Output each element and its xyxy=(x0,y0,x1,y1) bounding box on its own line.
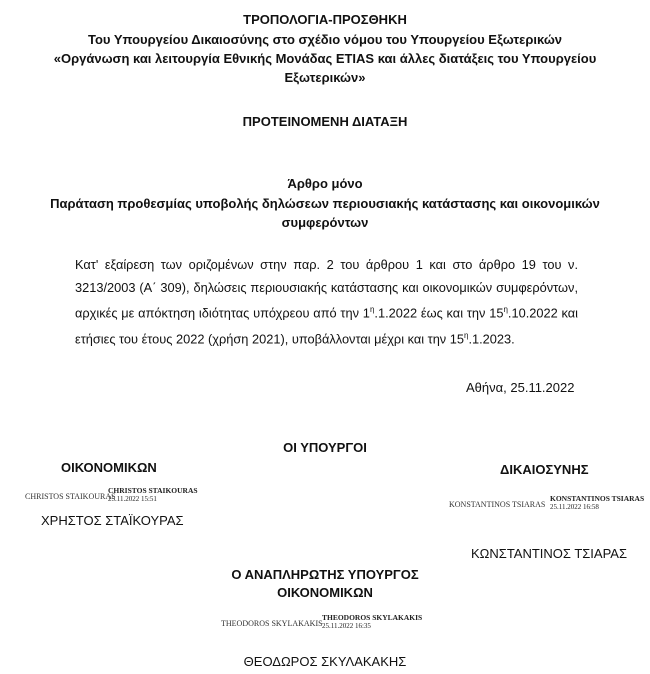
body-sup-2: η xyxy=(503,305,508,314)
body-part-1: Κατ' εξαίρεση των οριζομένων στην παρ. 2 του άρθρου 1 και στο άρθρο 19 του ν. 3213/2003 (Α΄ 309), δηλώσεις περιουσιακής κατάστασης και οικονομικών συμφερόντων, αρχικές με απόκτηση ιδιότητας υπόχρεου από την 1 xyxy=(75,257,578,321)
section-heading: ΠΡΟΤΕΙΝΟΜΕΝΗ ΔΙΑΤΑΞΗ xyxy=(242,114,408,129)
body-part-3: .10.2022 και ετήσιες του έτους 2022 (χρήση 2021), υποβάλλονται μέχρι και την 15 xyxy=(75,305,579,347)
signature-stamp-staikouras xyxy=(108,487,198,503)
signatory-name-skylakakis: ΘΕΟΔΩΡΟΣ ΣΚΥΛΑΚΑΚΗΣ xyxy=(243,654,407,669)
article-title: Άρθρο μόνο xyxy=(287,176,363,191)
stamp-name: THEODOROS SKYLAKAKIS xyxy=(322,613,423,622)
signatory-role-deputy-line-2: ΟΙΚΟΝΟΜΙΚΩΝ xyxy=(277,585,373,600)
stamp-name: KONSTANTINOS TSIARAS xyxy=(550,494,645,503)
signatory-role-justice: ΔΙΚΑΙΟΣΥΝΗΣ xyxy=(500,462,589,477)
article-subtitle-line-2: συμφερόντων xyxy=(281,215,369,230)
stamp-name: CHRISTOS STAIKOURAS xyxy=(108,486,198,495)
ministers-heading: ΟΙ ΥΠΟΥΡΓΟΙ xyxy=(283,440,367,455)
body-sup-1: η xyxy=(369,305,375,314)
document-date: Αθήνα, 25.11.2022 xyxy=(466,380,575,395)
signature-staikouras: CHRISTOS STAIKOURAS xyxy=(25,492,116,501)
document-title: ΤΡΟΠΟΛΟΓΙΑ-ΠΡΟΣΘΗΚΗ xyxy=(243,12,407,27)
signature-tsiaras: KONSTANTINOS TSIARAS xyxy=(449,500,546,509)
signatory-role-deputy-line-1: Ο ΑΝΑΠΛΗΡΩΤΗΣ ΥΠΟΥΡΓΟΣ xyxy=(231,567,419,582)
stamp-time: 25.11.2022 16:35 xyxy=(322,622,371,630)
article-subtitle-line-1: Παράταση προθεσμίας υποβολής δηλώσεων περιουσιακής κατάστασης και οικονομικών xyxy=(50,196,600,211)
signatory-name-staikouras: ΧΡΗΣΤΟΣ ΣΤΑΪΚΟΥΡΑΣ xyxy=(41,513,184,528)
body-sup-3: η xyxy=(464,330,469,340)
header-line-1: Του Υπουργείου Δικαιοσύνης στο σχέδιο νόμου του Υπουργείου Εξωτερικών xyxy=(87,32,563,47)
article-body xyxy=(75,254,578,351)
signatory-role-finance: ΟΙΚΟΝΟΜΙΚΩΝ xyxy=(61,460,157,475)
stamp-time: 25.11.2022 16:58 xyxy=(550,503,599,511)
body-part-2: .1.2022 έως και την 15 xyxy=(374,305,504,321)
signatory-name-tsiaras: ΚΩΝΣΤΑΝΤΙΝΟΣ ΤΣΙΑΡΑΣ xyxy=(471,546,627,561)
header-line-2: «Οργάνωση και λειτουργία Εθνικής Μονάδας ETIAS και άλλες διατάξεις του Υπουργείου xyxy=(53,51,597,66)
body-part-4: .1.2023. xyxy=(468,331,515,347)
stamp-time: 25.11.2022 15:51 xyxy=(108,495,157,503)
signature-stamp-tsiaras xyxy=(550,495,644,511)
header-line-3: Εξωτερικών» xyxy=(284,70,366,85)
signature-stamp-skylakakis xyxy=(322,614,422,630)
signature-skylakakis: THEODOROS SKYLAKAKIS xyxy=(221,619,323,628)
